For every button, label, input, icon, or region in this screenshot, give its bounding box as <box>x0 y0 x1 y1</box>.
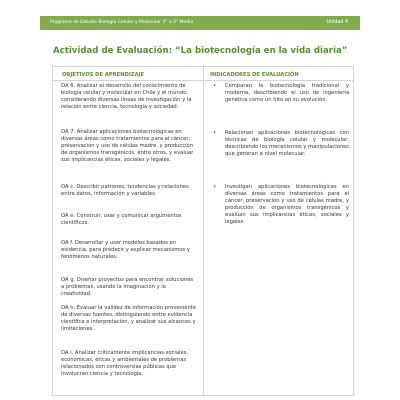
bullet-mark: • <box>213 83 217 89</box>
indicator-2 <box>213 130 349 158</box>
unit-label: Unidad 4 <box>326 20 348 25</box>
objective-oah: OA h. Evaluar la validez de información proveniente de diversas fuentes, distinguiendo entre evidencia científica e interpretación, y analizar sus alcances y limitaciones. <box>61 305 196 332</box>
page-header <box>0 0 400 40</box>
indicator-1 <box>213 83 349 104</box>
activity-title: Actividad de Evaluación: “La biotecnología en la vida diaria” <box>53 46 348 56</box>
objective-oa6: OA 6. Analizar el desarrollo del conocimiento de biología celular y molecular en Chile y el mundo, considerando diversas líneas de investigación y la relación entre ciencia, tecnología y sociedad. <box>61 83 192 110</box>
indicator-text: Comparan la biotecnología tradicional y moderna, describiendo el uso de ingeniería genética como un hito en su evolución. <box>225 83 349 103</box>
indicator-3 <box>213 184 349 226</box>
program-title: Programa de Estudio Biología Celular y Molecular 3° a 4° Medio <box>50 20 194 25</box>
objective-oag: OA g. Diseñar proyectos para encontrar soluciones a problemas, usando la imaginación y la creatividad. <box>61 277 194 297</box>
bullet-mark: • <box>213 130 217 136</box>
objective-oac: OA c. Describir patrones, tendencias y relaciones entre datos, información y variables. <box>61 184 189 197</box>
objectives-header: OBJETIVOS DE APRENDIZAJE <box>62 72 145 78</box>
bullet-mark: • <box>213 184 217 190</box>
column-divider <box>203 67 204 395</box>
indicators-header: INDICADORES DE EVALUACIÓN <box>210 72 299 78</box>
objective-oai: OA i. Analizar críticamente implicancias sociales, económicas, éticas y ambientales de problemas relacionados con controversias públicas que involucran ciencia y tecnología. <box>61 350 188 377</box>
indicator-text: Relacionan aplicaciones biotecnológicas con técnicas de biología celular y molecular, describiendo los mecanismos y manipulaciones que generan a nivel molecular. <box>225 130 349 157</box>
header-rule <box>53 80 353 81</box>
objective-oa7: OA 7. Analizar aplicaciones biotecnológicas en diversas áreas como tratamientos para el cáncer, preservación y uso de células madre, y producción de organismos transgénicos, entre otros, y evaluar sus implicancias éticas, sociales y legales. <box>61 129 194 163</box>
indicator-text: Investigan aplicaciones biotecnológicas en diversas áreas como tratamientos para el cáncer, preservación y uso de células madre, y producción de organismos transgénicos y evalúan sus implicancias éticas, sociales y legales. <box>225 184 349 225</box>
objective-oaf: OA f. Desarrollar y usar modelos basados en evidencia, para predecir y explicar mecanismos y fenómenos naturales. <box>61 240 190 260</box>
objective-oae: OA e. Construir, usar y comunicar argumentos científicos. <box>61 213 182 226</box>
evaluation-table <box>52 66 354 396</box>
